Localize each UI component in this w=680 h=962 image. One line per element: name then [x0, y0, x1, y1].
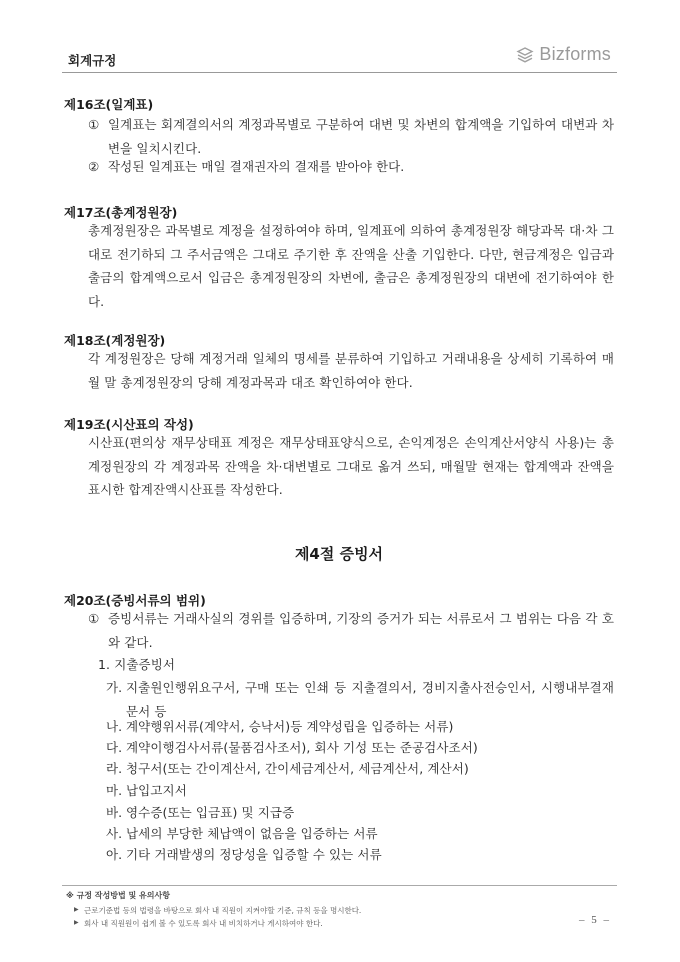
list-item: 계약행위서류(계약서, 승낙서)등 계약성립을 입증하는 서류): [126, 719, 454, 734]
article-17-body: 총계정원장은 과목별로 계정을 설정하여야 하며, 일계표에 의하여 총계정원장 해당과목 대·차 그대로 전기하되 그 주서금액은 그대로 주기한 후 잔액을 산출 기입한다. 다만, 현금계정은 입금과 출금의 합계액으로서 입금은 총계정원장의 차변에, 출금은 총계정원장의 대변에 전기하여야 한다.: [88, 223, 614, 309]
footnote-item: 근로기준법 등의 법령을 바탕으로 회사 내 직원이 지켜야할 기준, 규칙 등을 명시한다.: [84, 906, 362, 915]
list-item-marker: 아.: [106, 847, 123, 862]
list-item: 기타 거래발생의 정당성을 입증할 수 있는 서류: [126, 847, 382, 862]
bizforms-logo: [516, 44, 611, 65]
article-16-clause-2: 작성된 일계표는 매일 결재권자의 결재를 받아야 한다.: [108, 159, 405, 174]
triangle-bullet-icon: ▶: [74, 919, 79, 926]
layers-logo-icon: [516, 46, 534, 64]
footnote-heading: ※ 규정 작성방법 및 유의사항: [66, 891, 170, 900]
list-item-marker: 사.: [106, 826, 123, 841]
article-16-clause-1: 일계표는 회계결의서의 계정과목별로 구분하여 대변 및 차변의 합계액을 기입하여 대변과 차변을 일치시킨다.: [108, 117, 614, 156]
list-item-marker: 바.: [106, 805, 123, 820]
logo-text: Bizforms: [539, 44, 611, 64]
list-item: 납세의 부당한 체납액이 없음을 입증하는 서류: [126, 826, 378, 841]
triangle-bullet-icon: ▶: [74, 906, 79, 913]
article-20-heading: 제20조(증빙서류의 범위): [64, 593, 206, 608]
footnote-item: 회사 내 직원원이 쉽게 볼 수 있도록 회사 내 비치하거나 게시하여야 한다.: [84, 919, 323, 928]
page-number: – 5 –: [579, 914, 611, 926]
clause-marker: ①: [88, 611, 100, 626]
article-20-clause-1: 증빙서류는 거래사실의 경위를 입증하며, 기장의 증거가 되는 서류로서 그 범위는 다음 각 호와 같다.: [108, 611, 614, 650]
document-title: 회계규정: [68, 53, 117, 68]
list-item-marker: 다.: [106, 740, 123, 755]
article-17-heading: 제17조(총계정원장): [64, 205, 178, 220]
article-18-heading: 제18조(계정원장): [64, 333, 166, 348]
list-item-marker: 마.: [106, 783, 123, 798]
article-19-body: 시산표(편의상 재무상태표 계정은 재무상태표양식으로, 손익계정은 손익계산서양식 사용)는 총계정원장의 각 계정과목 잔액을 차·대변별로 그대로 옮겨 쓰되, 매월말 현재는 합계액과 잔액을 표시한 합계잔액시산표를 작성한다.: [88, 435, 614, 497]
page-header: [62, 40, 617, 73]
list-item-marker: 가.: [106, 680, 123, 695]
page-footer: [62, 885, 617, 928]
list-item-marker: 나.: [106, 719, 123, 734]
list-item: 계약이행검사서류(물품검사조서), 회사 기성 또는 준공검사조서): [126, 740, 478, 755]
article-19-heading: 제19조(시산표의 작성): [64, 417, 194, 432]
article-16-heading: 제16조(일계표): [64, 97, 154, 112]
section-title: 제4절 증빙서: [294, 545, 384, 563]
article-18-body: 각 계정원장은 당해 계정거래 일체의 명세를 분류하여 기입하고 거래내용을 상세히 기록하여 매월 말 총계정원장의 당해 계정과목과 대조 확인하여야 한다.: [88, 351, 614, 390]
list-item: 지출원인행위요구서, 구매 또는 인쇄 등 지출결의서, 경비지출사전승인서, 시행내부결재문서 등: [126, 680, 614, 719]
list-item: 청구서(또는 간이계산서, 간이세금계산서, 세금계산서, 계산서): [126, 761, 469, 776]
subsection-label: 1. 지출증빙서: [98, 657, 176, 672]
clause-marker: ①: [88, 117, 100, 132]
clause-marker: ②: [88, 159, 100, 174]
list-item: 영수증(또는 입금표) 및 지급증: [126, 805, 295, 820]
list-item-marker: 라.: [106, 761, 123, 776]
list-item: 납입고지서: [126, 783, 187, 798]
